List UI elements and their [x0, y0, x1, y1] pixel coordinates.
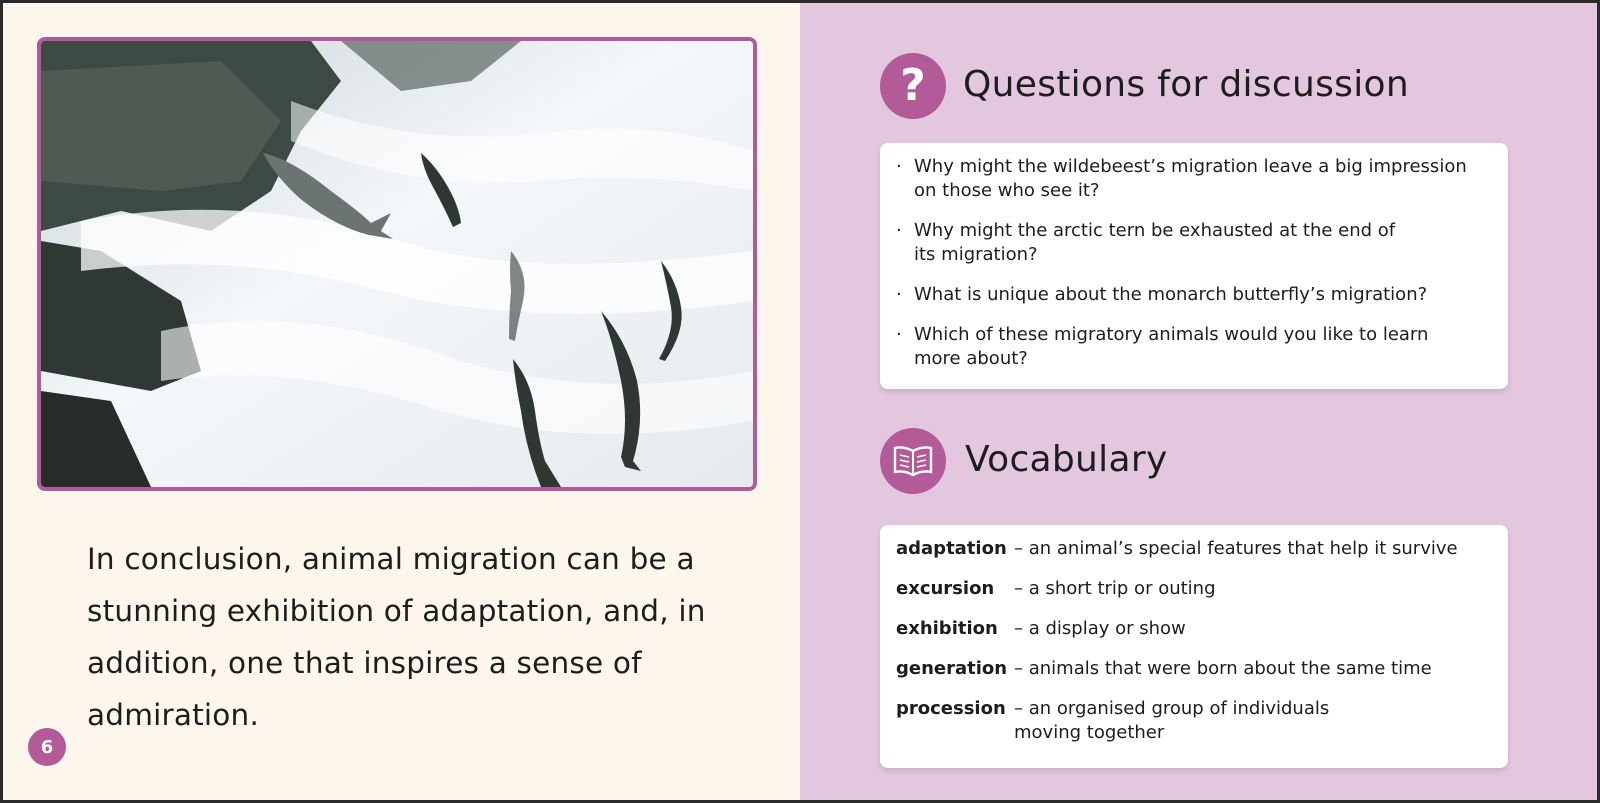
vocabulary-term: generation: [896, 658, 1008, 679]
vocabulary-definition: – an organised group of individuals moving together: [1014, 698, 1330, 743]
vocabulary-card: [880, 525, 1508, 768]
questions-card: [880, 143, 1508, 389]
left-page: [3, 3, 800, 800]
vocabulary-term: procession: [896, 698, 1006, 719]
vocabulary-term: adaptation: [896, 538, 1007, 559]
salmon-photo: [37, 37, 757, 491]
vocabulary-row: [896, 697, 1488, 745]
question-mark-icon: ?: [880, 53, 946, 119]
vocabulary-row: [896, 537, 1488, 561]
open-book-icon: [880, 428, 946, 494]
vocabulary-term: exhibition: [896, 618, 998, 639]
vocabulary-definition: – a short trip or outing: [1014, 578, 1216, 599]
questions-list: [896, 155, 1488, 371]
vocabulary-row: [896, 577, 1488, 601]
vocabulary-term: excursion: [896, 578, 995, 599]
vocabulary-definition: – animals that were born about the same time: [1014, 658, 1432, 679]
question-item: · Which of these migratory animals would you like to learn more about?: [896, 324, 1429, 369]
vocabulary-definition: – an animal’s special features that help it survive: [1014, 538, 1458, 559]
question-item: · Why might the arctic tern be exhausted at the end of its migration?: [896, 220, 1396, 265]
page-number: 6: [28, 728, 66, 766]
waterfall-illustration: [41, 41, 753, 487]
vocabulary-row: [896, 617, 1488, 641]
questions-title: Questions for discussion: [963, 64, 1409, 105]
vocabulary-definition: – a display or show: [1014, 618, 1186, 639]
question-item: · Why might the wildebeest’s migration leave a big impression on those who see it?: [896, 156, 1467, 201]
vocabulary-row: [896, 657, 1488, 681]
body-text: In conclusion, animal migration can be a stunning exhibition of adaptation, and, in addition, one that inspires a sense of admiration.: [87, 542, 706, 732]
question-item: · What is unique about the monarch butterfly’s migration?: [896, 284, 1428, 305]
vocabulary-title: Vocabulary: [965, 439, 1168, 480]
